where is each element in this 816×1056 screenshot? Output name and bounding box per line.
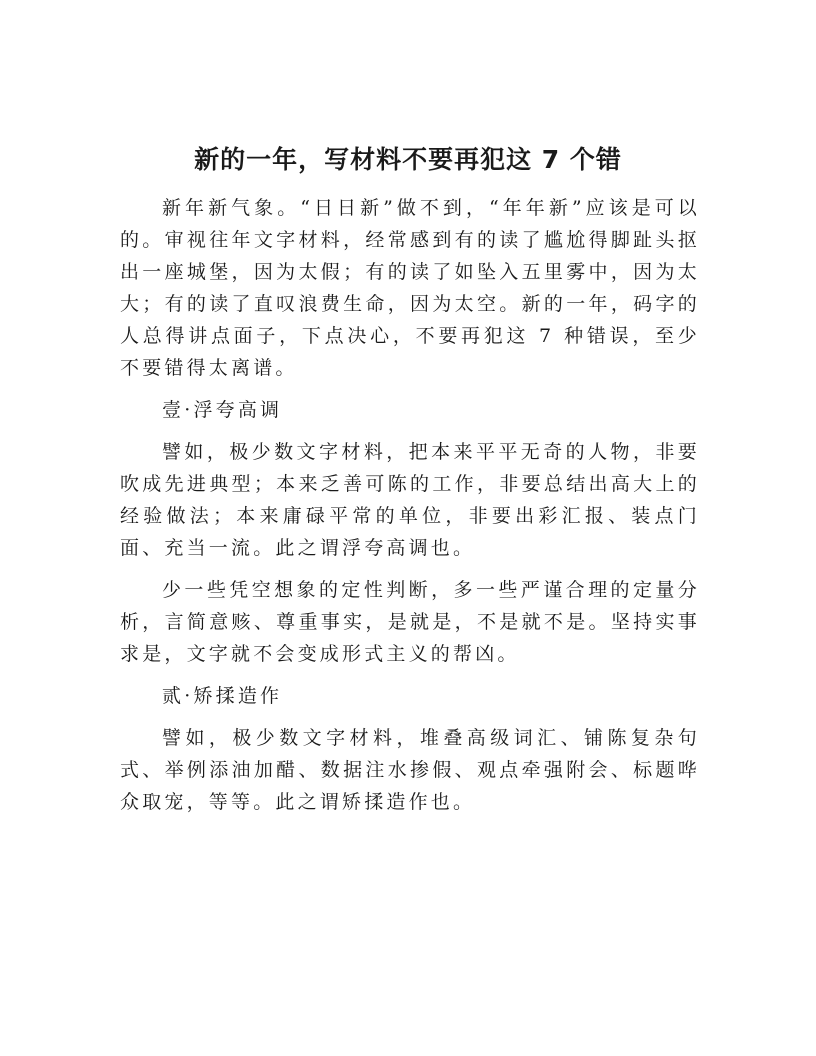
intro-paragraph: 新年新气象。“日日新”做不到，“年年新”应该是可以的。审视往年文字材料，经常感到有的读了尴尬得脚趾头抠出一座城堡，因为太假；有的读了如坠入五里雾中，因为太大；有的读了直叹浪费生命，因为太空。新的一年，码字的人总得讲点面子，下点决心，不要再犯这 7 种错误，至少不要错得太离谱。 (120, 197, 700, 379)
section-heading-2: 贰·矫揉造作 (162, 685, 283, 707)
section-1-paragraph-2: 少一些凭空想象的定性判断，多一些严谨合理的定量分析，言简意赅、尊重事实，是就是，不是就不是。坚持实事求是，文字就不会变成形式主义的帮凶。 (120, 579, 700, 665)
section-1-paragraph-1: 譬如，极少数文字材料，把本来平平无奇的人物，非要吹成先进典型；本来乏善可陈的工作，非要总结出高大上的经验做法；本来庸碌平常的单位，非要出彩汇报、装点门面、充当一流。此之谓浮夸高调也。 (120, 441, 700, 559)
document-body (120, 192, 700, 828)
section-heading-1: 壹·浮夸高调 (162, 399, 283, 421)
section-2-paragraph-1: 譬如，极少数文字材料，堆叠高级词汇、铺陈复杂句式、举例添油加醋、数据注水掺假、观点牵强附会、标题哗众取宠，等等。此之谓矫揉造作也。 (120, 727, 700, 813)
document-title: 新的一年，写材料不要再犯这 7 个错 (194, 145, 622, 174)
